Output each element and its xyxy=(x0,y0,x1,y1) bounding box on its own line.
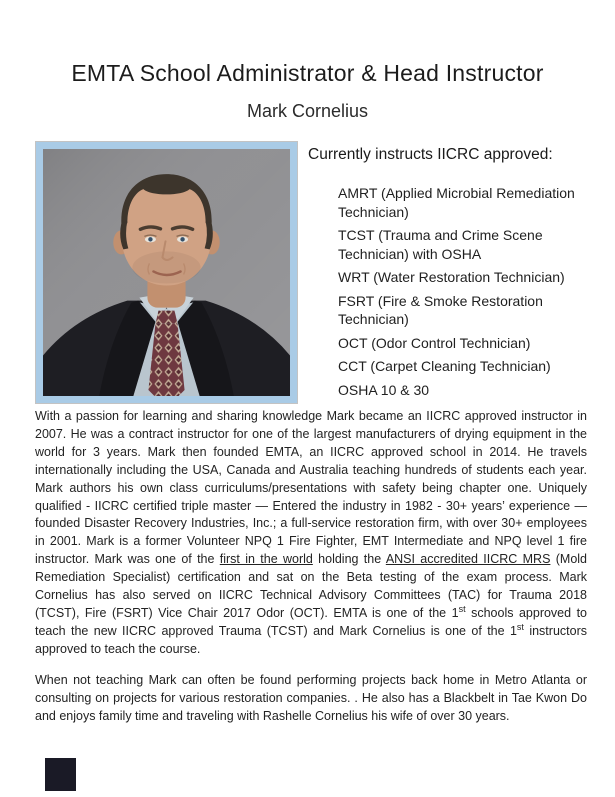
course-item: CCT (Carpet Cleaning Technician) xyxy=(338,358,551,374)
text-segment: ANSI accredited IICRC MRS xyxy=(385,552,551,567)
credentials-heading: Currently instructs IICRC approved: xyxy=(308,146,553,163)
bio-paragraph-1 xyxy=(35,408,587,659)
tie-knot xyxy=(155,311,177,324)
page-title: EMTA School Administrator & Head Instructor xyxy=(71,60,544,86)
course-item: FSRT (Fire & Smoke Restoration Technician) xyxy=(338,292,543,327)
text-segment: (Mold Remediation Specialist) certification and sat on the Beta testing of the exam process. Mark Cornelius has also served on IICRC Technical Advisory Committees (TAC) for Trauma 2018 (TCST), Fire (FSRT) Vice Chair 2017 Odor (OCT). EMTA is one of the 1 xyxy=(35,552,587,620)
next-page-image-fragment xyxy=(45,758,76,791)
portrait-photo-frame xyxy=(36,142,297,403)
course-item: WRT (Water Restoration Technician) xyxy=(338,269,565,285)
text-segment: holding the xyxy=(312,552,386,567)
text-segment: first in the world xyxy=(219,552,313,567)
text-segment: instructors approved to teach the course. xyxy=(35,623,587,656)
text-segment: st xyxy=(516,621,524,632)
credentials-column xyxy=(308,146,600,404)
course-item: OSHA 10 & 30 xyxy=(338,381,430,398)
text-segment: With a passion for learning and sharing knowledge Mark became an IICRC approved instructor in 2007. He was a contract instructor for one of the largest manufacturers of drying equipment in the world for 3 years. Mark then founded EMTA, an IICRC approved school in 2014. He travels internationally including the USA, Canada and Australia teaching hundreds of students each year. Mark authors his own class curriculums/presentations with safety being chapter one. Uniquely qualified - IICRC certified triple master — Entered the industry in 1982 - 30+ years’ experience — founded Disaster Recovery Industries, Inc.; a full-service restoration firm, with over 30+ employees in 2001. Mark is a former Volunteer NPQ 1 Fire Fighter, EMT Intermediate and NPQ level 1 fire instructor. Mark was one of the xyxy=(35,409,587,567)
course-item: AMRT (Applied Microbial Remediation Technician) xyxy=(338,185,575,220)
bio-paragraph-2: When not teaching Mark can often be found performing projects back home in Metro Atlanta or consulting on projects for various restoration companies. . He also has a Blackbelt in Tae Kwon Do and enjoys family time and traveling with Rashelle Cornelius his wife of over 30 years. xyxy=(35,672,587,723)
bio-text xyxy=(35,408,587,725)
course-item: TCST (Trauma and Crime Scene Technician) with OSHA xyxy=(338,227,543,262)
text-segment: st xyxy=(458,603,466,614)
course-list xyxy=(308,184,593,399)
page-subtitle: Mark Cornelius xyxy=(246,101,369,121)
portrait-photo xyxy=(43,149,290,396)
course-item: OCT (Odor Control Technician) xyxy=(338,334,531,351)
text-segment: schools approved to teach the new IICRC approved Trauma (TCST) and Mark Cornelius is one of the 1 xyxy=(35,605,587,638)
